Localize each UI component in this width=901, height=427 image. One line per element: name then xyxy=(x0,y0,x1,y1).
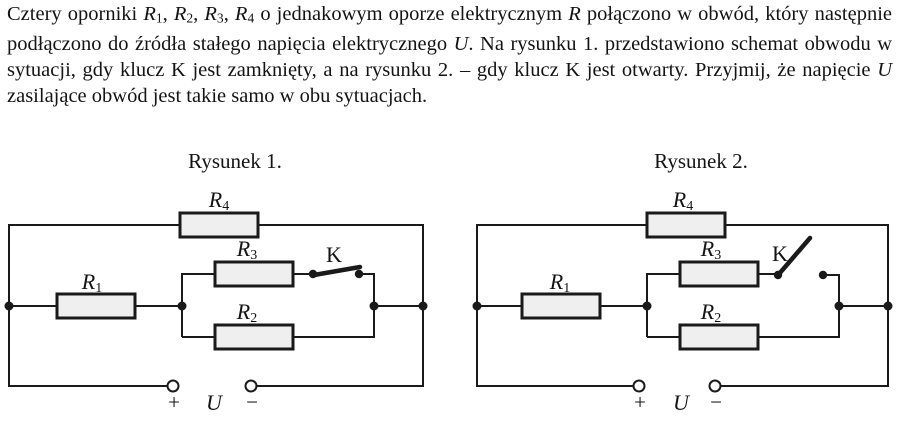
resistor-label xyxy=(700,299,721,326)
resistance-symbol: R xyxy=(568,3,581,25)
statement-text: Cztery oporniki xyxy=(7,3,144,25)
voltage-label: U xyxy=(206,390,222,415)
resistor-label xyxy=(672,190,693,214)
fig2-voltage-source-terminals xyxy=(634,381,722,416)
switch-label: K xyxy=(326,242,342,267)
statement-text: zasilające obwód jest takie samo w obu sytuacjach. xyxy=(7,85,428,108)
switch-label: K xyxy=(772,241,788,266)
fig1-resistor-r4 xyxy=(180,190,258,237)
switch-right-contact-dot xyxy=(819,271,827,279)
subscript-2: 2 xyxy=(186,10,194,26)
resistor-body xyxy=(180,213,258,237)
resistor-label-subscript: 4 xyxy=(686,199,694,214)
resistor-label-subscript: 4 xyxy=(222,199,230,214)
resistor-label-symbol: R xyxy=(672,190,687,212)
figure1-title: Rysunek 1. xyxy=(188,149,282,173)
voltage-label: U xyxy=(673,390,689,415)
wire xyxy=(293,274,374,337)
junction-dot xyxy=(419,302,428,311)
figure2-circuit-diagram xyxy=(450,190,901,427)
resistor-label-subscript: 3 xyxy=(714,248,722,263)
junction-dot xyxy=(5,302,14,311)
subscript-4: 4 xyxy=(247,10,255,26)
resistor-label xyxy=(236,236,257,263)
junction-dot xyxy=(473,302,482,311)
resistor-label xyxy=(236,299,257,326)
resistor-label-symbol: R xyxy=(549,269,564,294)
resistor-label xyxy=(549,269,570,296)
minus-sign: − xyxy=(246,390,258,414)
plus-sign: + xyxy=(634,390,646,414)
resistor-label-symbol: R xyxy=(81,269,96,294)
subscript-1: 1 xyxy=(155,10,163,26)
resistor-label xyxy=(81,269,102,296)
voltage-symbol: U xyxy=(877,59,892,82)
statement-text: . Na rysunku 1. przedstawiono schemat obwodu w sytuacji, gdy klucz K jest zamknięty, a na rysunku 2. – gdy klucz K jest otwarty. Przyjmij, że napięcie xyxy=(7,33,893,82)
figure1-circuit-diagram xyxy=(0,190,450,427)
resistor-symbol-r2: R xyxy=(173,3,187,25)
resistor-label-symbol: R xyxy=(700,236,715,261)
resistor-label-symbol: R xyxy=(236,299,251,324)
wire xyxy=(758,275,839,337)
resistor-label-symbol: R xyxy=(236,236,251,261)
wire xyxy=(182,274,215,337)
junction-dot xyxy=(370,302,379,311)
junction-dot xyxy=(178,302,187,311)
fig2-resistor-r2 xyxy=(680,299,758,349)
wire xyxy=(647,274,680,337)
separator: , xyxy=(162,3,174,25)
resistor-body xyxy=(215,262,293,286)
figure2-title: Rysunek 2. xyxy=(654,149,748,173)
separator: , xyxy=(223,3,235,25)
resistor-label-symbol: R xyxy=(208,190,223,212)
resistor-label xyxy=(208,190,229,214)
resistor-label xyxy=(700,236,721,263)
switch-lever xyxy=(314,267,360,275)
switch-left-contact-dot xyxy=(309,270,317,278)
resistor-label-subscript: 2 xyxy=(250,311,258,326)
separator: , xyxy=(193,3,205,25)
fig2-resistor-r3 xyxy=(680,236,758,286)
plus-sign: + xyxy=(168,390,180,414)
resistor-label-subscript: 3 xyxy=(250,248,258,263)
fig1-resistor-r2 xyxy=(215,299,293,349)
minus-sign: − xyxy=(710,390,722,414)
junction-dot xyxy=(835,302,844,311)
fig2-resistor-r1 xyxy=(522,269,600,318)
fig1-voltage-source-terminals xyxy=(168,381,258,416)
resistor-body xyxy=(57,294,135,318)
fig1-resistor-r3 xyxy=(215,236,293,286)
junction-dot xyxy=(643,302,652,311)
resistor-label-subscript: 2 xyxy=(714,311,722,326)
fig2-switch-open xyxy=(772,238,827,279)
resistor-body xyxy=(215,325,293,349)
switch-left-contact-dot xyxy=(774,271,782,279)
resistor-body xyxy=(647,213,725,237)
resistor-label-subscript: 1 xyxy=(563,281,571,296)
switch-right-contact-dot xyxy=(355,270,363,278)
resistor-body xyxy=(522,294,600,318)
junction-dot xyxy=(884,302,893,311)
resistor-symbol-r4: R xyxy=(234,3,248,25)
statement-text: połączono w obwód, który następnie podłączono do źródła stałego napięcia elektrycznego xyxy=(7,3,892,56)
resistor-symbol-r1: R xyxy=(143,3,156,25)
fig1-resistor-r1 xyxy=(57,269,135,318)
fig1-switch-closed xyxy=(309,242,363,278)
fig2-resistor-r4 xyxy=(647,190,725,237)
resistor-body xyxy=(680,262,758,286)
resistor-symbol-r3: R xyxy=(204,3,217,25)
subscript-3: 3 xyxy=(216,10,224,26)
voltage-symbol: U xyxy=(453,33,469,56)
statement-text: o jednakowym oporze elektrycznym xyxy=(254,3,569,25)
problem-statement xyxy=(7,1,892,109)
resistor-label-subscript: 1 xyxy=(95,281,103,296)
resistor-body xyxy=(680,325,758,349)
resistor-label-symbol: R xyxy=(700,299,715,324)
